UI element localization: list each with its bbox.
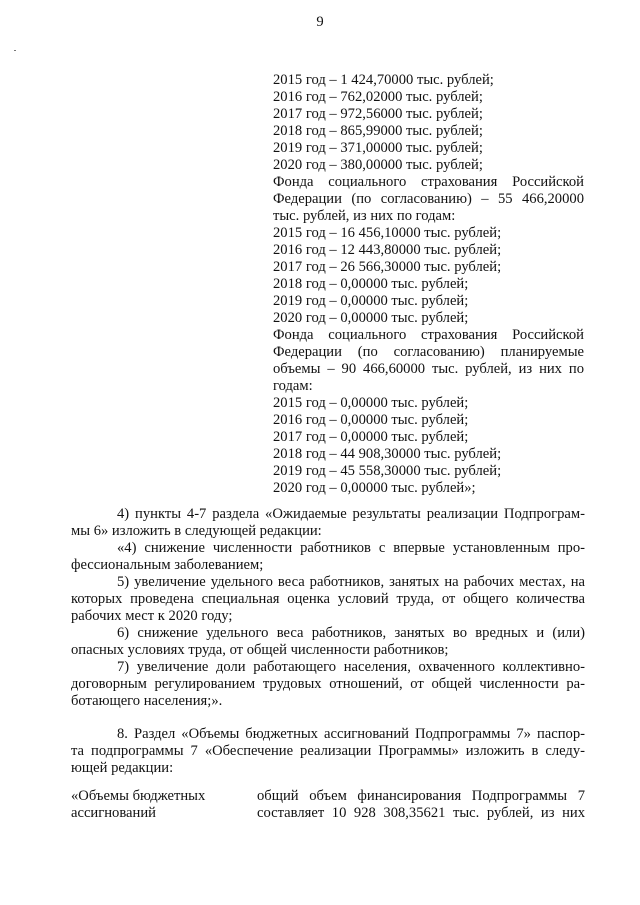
year-line: 2018 год – 865,99000 тыс. рублей; xyxy=(273,123,483,139)
point6-line: опасных условиях труда, от общей численности работников; xyxy=(71,642,449,658)
table-left-line: «Объемы бюджетных xyxy=(71,788,206,804)
item8-line: та подпрограммы 7 «Обеспечение реализации Программы» изложить в следу- xyxy=(71,743,585,759)
year-line: 2016 год – 0,00000 тыс. рублей; xyxy=(273,412,469,428)
item8-paragraph xyxy=(71,726,585,777)
point4-line: фессиональным заболеванием; xyxy=(71,557,264,573)
scan-mark xyxy=(14,50,16,51)
year-line: 2018 год – 44 908,30000 тыс. рублей; xyxy=(273,446,502,462)
point5-line: 5) увеличение удельного веса работников, занятых на рабочих местах, на xyxy=(117,574,585,590)
funding-continuation-block xyxy=(273,72,584,497)
point5-line: рабочих мест к 2020 году; xyxy=(71,608,233,624)
table-right-cell xyxy=(257,788,585,822)
year-line: 2019 год – 371,00000 тыс. рублей; xyxy=(273,140,483,156)
fss-line: тыс. рублей, из них по годам: xyxy=(273,208,456,224)
year-line: 2019 год – 0,00000 тыс. рублей; xyxy=(273,293,469,309)
point7-line: договорным регулированием трудовых отношений, от общей численности ра- xyxy=(71,676,585,692)
year-line: 2019 год – 45 558,30000 тыс. рублей; xyxy=(273,463,502,479)
year-line: 2015 год – 1 424,70000 тыс. рублей; xyxy=(273,72,494,88)
point5-line: которых проведена специальная оценка условий труда, от общего количества xyxy=(71,591,585,607)
table-right-line: общий объем финансирования Подпрограммы 7 xyxy=(257,788,585,804)
fss-planned-line: объемы – 90 466,60000 тыс. рублей, из них по xyxy=(273,361,584,377)
fss-planned-line: Федерации (по согласованию) планируемые xyxy=(273,344,584,360)
year-line: 2015 год – 0,00000 тыс. рублей; xyxy=(273,395,469,411)
fss-line: Федерации (по согласованию) – 55 466,20000 xyxy=(273,191,584,207)
item4-paragraph xyxy=(71,506,585,710)
point6-line: 6) снижение удельного веса работников, занятых во вредных и (или) xyxy=(117,625,585,641)
item8-line: ющей редакции: xyxy=(71,760,174,776)
fss-line: Фонда социального страхования Российской xyxy=(273,174,584,190)
year-line: 2020 год – 380,00000 тыс. рублей; xyxy=(273,157,483,173)
item4-line: 4) пункты 4-7 раздела «Ожидаемые результаты реализации Подпрограм- xyxy=(117,506,585,522)
point7-line: 7) увеличение доли работающего населения, охваченного коллективно- xyxy=(117,659,585,675)
year-line: 2016 год – 12 443,80000 тыс. рублей; xyxy=(273,242,502,258)
item8-line: 8. Раздел «Объемы бюджетных ассигнований Подпрограммы 7» паспор- xyxy=(117,726,585,742)
year-line: 2016 год – 762,02000 тыс. рублей; xyxy=(273,89,483,105)
page-number: 9 xyxy=(316,14,324,30)
year-line: 2017 год – 972,56000 тыс. рублей; xyxy=(273,106,483,122)
year-line: 2020 год – 0,00000 тыс. рублей; xyxy=(273,310,469,326)
year-line: 2020 год – 0,00000 тыс. рублей»; xyxy=(273,480,476,496)
table-left-line: ассигнований xyxy=(71,805,156,821)
item4-line: мы 6» изложить в следующей редакции: xyxy=(71,523,322,539)
table-right-line: составляет 10 928 308,35621 тыс. рублей, из них xyxy=(257,805,585,821)
point7-line: ботающего населения;». xyxy=(71,693,223,709)
year-line: 2017 год – 26 566,30000 тыс. рублей; xyxy=(273,259,502,275)
fss-planned-line: годам: xyxy=(273,378,313,394)
year-line: 2015 год – 16 456,10000 тыс. рублей; xyxy=(273,225,502,241)
table-left-cell xyxy=(71,788,241,822)
fss-planned-line: Фонда социального страхования Российской xyxy=(273,327,584,343)
year-line: 2018 год – 0,00000 тыс. рублей; xyxy=(273,276,469,292)
year-line: 2017 год – 0,00000 тыс. рублей; xyxy=(273,429,469,445)
point4-line: «4) снижение численности работников с впервые установленным про- xyxy=(117,540,585,556)
